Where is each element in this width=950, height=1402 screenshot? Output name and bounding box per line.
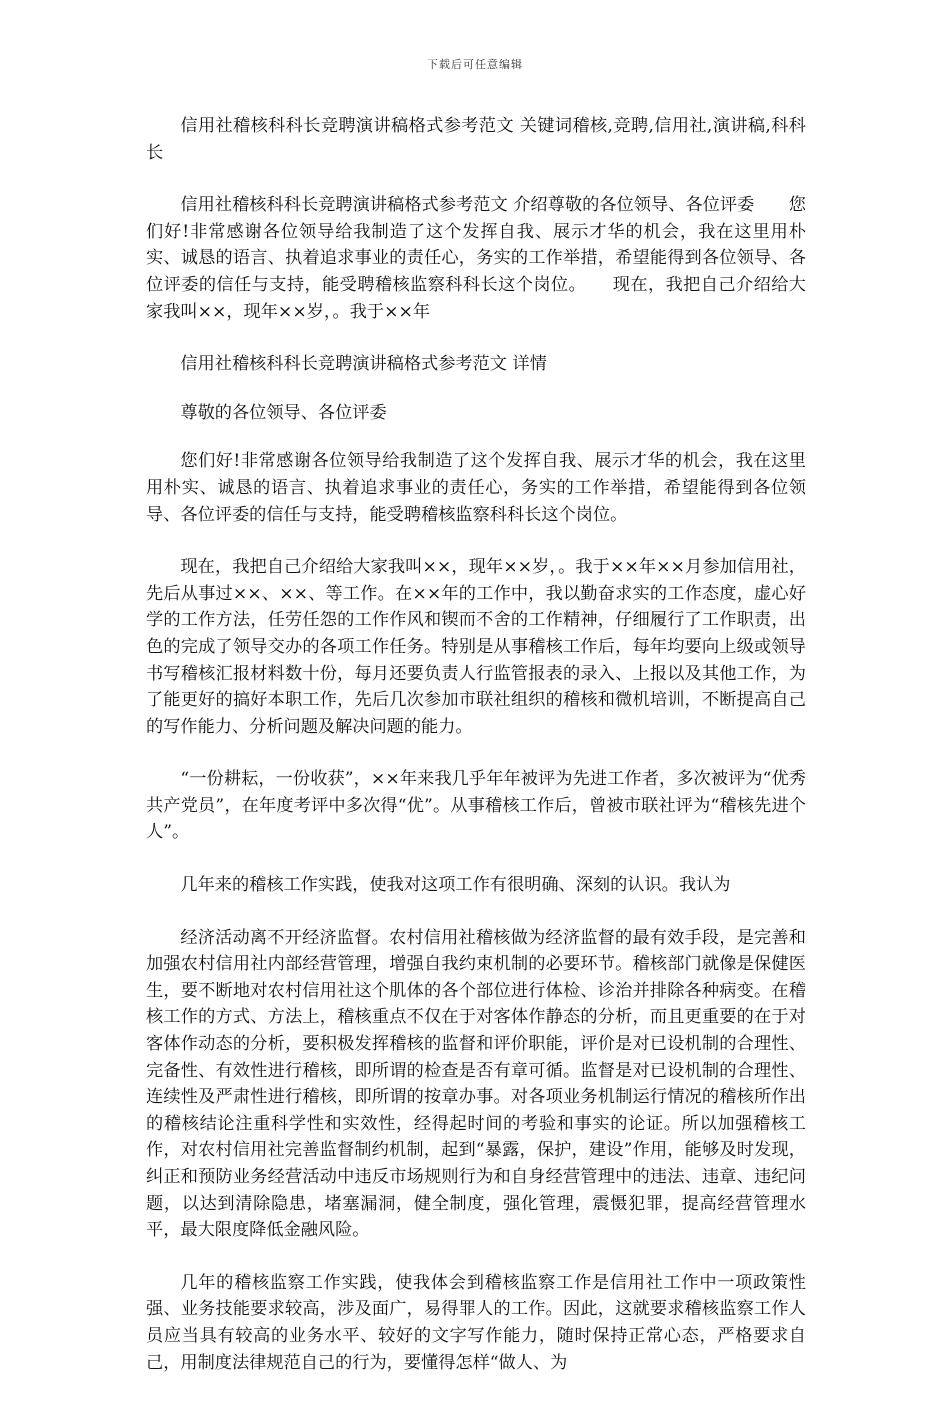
understanding-intro-paragraph: 几年来的稽核工作实践，使我对这项工作有很明确、深刻的认识。我认为 <box>180 875 731 896</box>
supervision-paragraph: 经济活动离不开经济监督。农村信用社稽核做为经济监督的最有效手段，是完善和加强农村信用社内部经营管理，增强自我约束机制的必要环节。稽核部门就像是保健医生，要不断地对农村信用社这个肌体的各个部位进行体检、诊治并排除各种病变。在稽核工作的方式、方法上，稽核重点不仅在于对客体作静态的分析，而且更重要的在于对客体作动态的分析，要积极发挥稽核的监督和评价职能，评价是对已设机制的合理性、完备性、有效性进行稽核，即所谓的检查是否有章可循。监督是对已设机制的合理性、连续性及严肃性进行稽核，即所谓的按章办事。对各项业务机制运行情况的稽核所作出的稽核结论注重科学性和实效性，经得起时间的考验和事实的论证。所以加强稽核工作，对农村信用社完善监督制约机制，起到“暴露，保护，建设”作用，能够及时发现，纠正和预防业务经营活动中违反市场规则行为和自身经营管理中的违法、违章、违纪问题，以达到清除隐患，堵塞漏洞，健全制度，强化管理，震慑犯罪，提高经营管理水平，最大限度降低金融风险。 <box>146 927 806 1241</box>
salutation: 尊敬的各位领导、各位评委 <box>180 402 387 423</box>
experience-paragraph: 几年的稽核监察工作实践，使我体会到稽核监察工作是信用社工作中一项政策性强、业务技能要求较高，涉及面广，易得罪人的工作。因此，这就要求稽核监察工作人员应当具有较高的业务水平、较好的文字写作能力，随时保持正常心态，严格要求自己，用制度法律规范自己的行为，要懂得怎样“做人、为 <box>146 1272 806 1373</box>
page-header: 下载后可任意编辑 <box>427 58 523 71</box>
achievements-paragraph: “一份耕耘，一份收获”，××年来我几乎年年被评为先进工作者，多次被评为“优秀共产党员”，在年度考评中多次得“优”。从事稽核工作后，曾被市联社评为“稽核先进个人”。 <box>146 769 806 843</box>
document-body <box>146 113 806 1402</box>
greeting-paragraph: 您们好!非常感谢各位领导给我制造了这个发挥自我、展示才华的机会，我在这里用朴实、诚恳的语言、执着追求事业的责任心，务实的工作举措，希望能得到各位领导、各位评委的信任与支持，能受聘稽核监察科科长这个岗位。 <box>146 451 806 525</box>
self-introduction-paragraph: 现在，我把自己介绍给大家我叫××，现年××岁，。我于××年××月参加信用社，先后从事过××、××、等工作。在××年的工作中，我以勤奋求实的工作态度，虚心好学的工作方法，任劳任怨的工作作风和锲而不舍的工作精神，仔细履行了工作职责，出色的完成了领导交办的各项工作任务。特别是从事稽核工作后，每年均要向上级或领导书写稽核汇报材料数十份，每月还要负责人行监管报表的录入、上报以及其他工作，为了能更好的搞好本职工作，先后几次参加市联社组织的稽核和微机培训，不断提高自己的写作能力、分析问题及解决问题的能力。 <box>146 557 806 737</box>
details-heading: 信用社稽核科科长竞聘演讲稿格式参考范文 详情 <box>180 354 547 375</box>
keywords-paragraph: 信用社稽核科科长竞聘演讲稿格式参考范文 关键词稽核,竞聘,信用社,演讲稿,科科长 <box>146 116 806 163</box>
intro-summary-paragraph: 信用社稽核科科长竞聘演讲稿格式参考范文 介绍尊敬的各位领导、各位评委 您们好!非常感谢各位领导给我制造了这个发挥自我、展示才华的机会，我在这里用朴实、诚恳的语言、执着追求事业的责任心，务实的工作举措，希望能得到各位领导、各位评委的信任与支持，能受聘稽核监察科科长这个岗位。 现在，我把自己介绍给大家我叫××，现年××岁，。我于××年 <box>146 195 806 322</box>
